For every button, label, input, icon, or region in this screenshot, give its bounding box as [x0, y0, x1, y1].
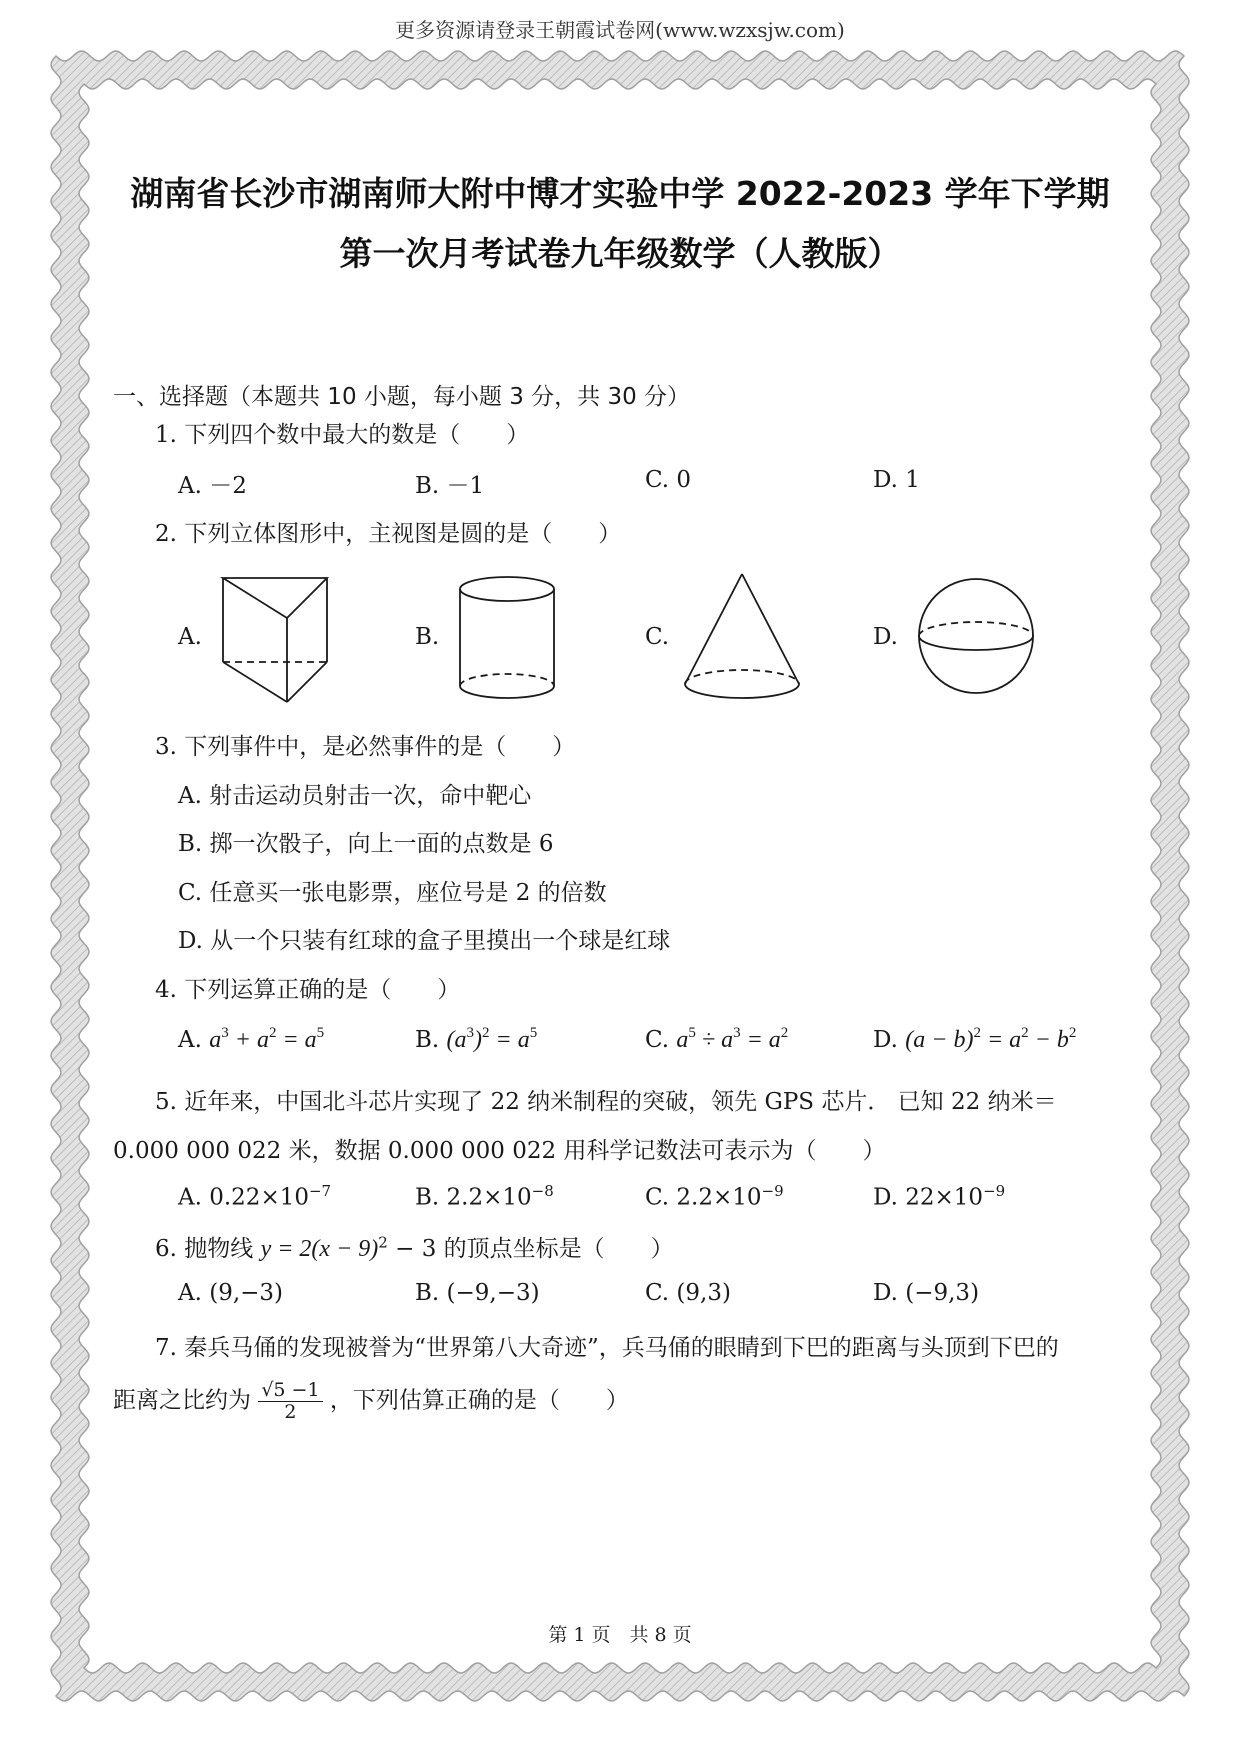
q4-option-a: A. $a^3 + a^2 = a^5$: [178, 1025, 325, 1053]
question-3-stem: 3. 下列事件中，是必然事件的是（ ）: [155, 734, 576, 760]
question-7-stem-line2: 距离之比约为 $\frac{√5 -1}{2}$ ，下列估算正确的是（ ）: [113, 1379, 629, 1423]
q4-option-a-expression: $a^3 + a^2 = a^5$: [209, 1025, 325, 1053]
q6-option-c: C. (9,3): [645, 1280, 731, 1306]
q3-option-b: B. 掷一次骰子，向上一面的点数是 6: [178, 831, 554, 857]
exam-title-line1: 湖南省长沙市湖南师大附中博才实验中学 2022-2023 学年下学期: [130, 174, 1110, 213]
q4-option-c-expression: $a^5 \div a^3 = a^2$: [676, 1025, 789, 1053]
q4-option-c: C. $a^5 \div a^3 = a^2$: [645, 1025, 789, 1053]
q1-option-d: D. 1: [873, 467, 920, 493]
question-1-stem: 1. 下列四个数中最大的数是（ ）: [155, 422, 530, 448]
exam-title-line2: 第一次月考试卷九年级数学（人教版）: [339, 234, 901, 273]
q5-option-a: A. $0.22\times 10^{-7}$: [178, 1182, 332, 1211]
question-5-stem-line2: 0.000 000 022 米，数据 0.000 000 022 用科学记数法可表示为（ ）: [113, 1138, 886, 1164]
q5-option-c: C. $2.2\times 10^{-9}$: [645, 1182, 784, 1211]
question-5-stem-line1: 5. 近年来，中国北斗芯片实现了 22 纳米制程的突破，领先 GPS 芯片． 已知 22 纳米＝: [155, 1089, 1057, 1115]
q4-option-b-expression: $(a^3)^2 = a^5$: [446, 1025, 538, 1053]
cone-figure: [680, 570, 805, 706]
question-6-stem: 6. 抛物线 $y = 2(x - 9)^2 - 3$ 的顶点坐标是（ ）: [155, 1233, 674, 1262]
question-2-stem: 2. 下列立体图形中，主视图是圆的是（ ）: [155, 521, 622, 547]
q3-option-a: A. 射击运动员射击一次，命中靶心: [178, 783, 532, 809]
q6-option-a: A. (9,−3): [178, 1280, 284, 1306]
ratio-fraction: $\frac{√5 -1}{2}$: [258, 1380, 322, 1423]
q1-option-a: A. －2: [178, 473, 247, 499]
q4-option-b: B. $(a^3)^2 = a^5$: [415, 1025, 538, 1053]
q2-option-b: B.: [415, 624, 440, 650]
q3-option-d: D. 从一个只装有红球的盒子里摸出一个球是红球: [178, 928, 671, 954]
q5-option-b: B. $2.2\times 10^{-8}$: [415, 1182, 554, 1211]
section-heading: 一、选择题（本题共 10 小题，每小题 3 分，共 30 分）: [113, 384, 691, 410]
q4-option-d: D. $(a - b)^2 = a^2 - b^2$: [873, 1025, 1077, 1053]
q2-option-a: A.: [178, 624, 202, 650]
sphere-figure: [915, 575, 1037, 697]
triangular-prism-figure: [215, 570, 335, 705]
q6-option-b: B. (−9,−3): [415, 1280, 540, 1306]
question-4-stem: 4. 下列运算正确的是（ ）: [155, 977, 461, 1003]
cylinder-figure: [452, 572, 562, 704]
question-7-stem-line1: 7. 秦兵马俑的发现被誉为“世界第八大奇迹”，兵马俑的眼睛到下巴的距离与头顶到下巴的: [155, 1335, 1059, 1361]
q5-option-d: D. $22\times 10^{-9}$: [873, 1182, 1006, 1211]
q2-option-d: D.: [873, 624, 898, 650]
q2-option-c: C.: [645, 624, 670, 650]
source-header: 更多资源请登录王朝霞试卷网(www.wzxsjw.com): [395, 18, 845, 42]
q6-option-d: D. (−9,3): [873, 1280, 980, 1306]
q1-option-c: C. 0: [645, 467, 692, 493]
q3-option-c: C. 任意买一张电影票，座位号是 2 的倍数: [178, 880, 607, 906]
q4-option-d-expression: $(a - b)^2 = a^2 - b^2$: [905, 1025, 1077, 1053]
q1-option-b: B. －1: [415, 473, 485, 499]
page-number: 第 1 页 共 8 页: [548, 1624, 692, 1646]
